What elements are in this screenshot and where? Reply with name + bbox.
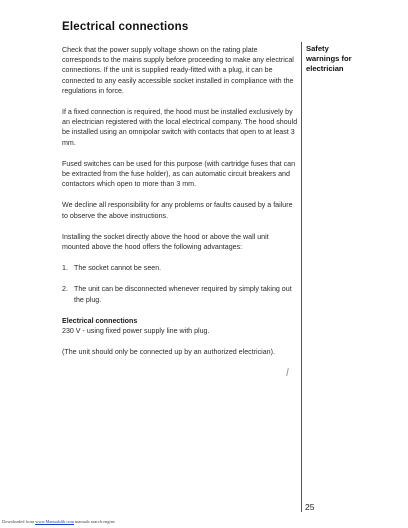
list-item-text: The socket cannot be seen. bbox=[74, 264, 162, 273]
sidebar-line: Safety bbox=[306, 44, 329, 53]
footer-prefix: Downloaded from bbox=[2, 519, 36, 524]
sidebar-line: electrician bbox=[306, 64, 344, 73]
footer-suffix: manuals search engine bbox=[73, 519, 115, 524]
paragraph-responsibility: We decline all responsibility for any problems or faults caused by a failure to observe the above instructions. bbox=[62, 201, 293, 220]
list-item bbox=[62, 284, 298, 304]
sidebar-safety-warnings bbox=[306, 44, 386, 74]
main-text-column bbox=[62, 45, 298, 368]
column-divider bbox=[301, 42, 302, 512]
list-item-number: 1. bbox=[62, 264, 68, 273]
connections-text: 230 V - using fixed power supply line with plug. bbox=[62, 327, 210, 336]
connections-subheading: Electrical connections bbox=[62, 316, 138, 325]
list-item-number: 2. bbox=[62, 285, 68, 294]
page-number: 25 bbox=[305, 502, 315, 512]
list-item bbox=[62, 263, 298, 273]
page-heading: Electrical connections bbox=[62, 21, 189, 33]
sidebar-line: warnings for bbox=[306, 54, 352, 63]
connections-section bbox=[62, 316, 298, 336]
paragraph-fixed-connection: If a fixed connection is required, the hood must be installed exclusively by an electrician registered with the local electrical company. The hood should be installed using an omnipolar switch with contacts that open to at least 3 mm. bbox=[62, 108, 298, 147]
paragraph-voltage-check: Check that the power supply voltage shown on the rating plate corresponds to the mains supply before proceeding to make any electrical connections. If the unit is supplied ready-fitted with a plug, it can be connected to any easily accessible socket installed in compliance with the regulations in force. bbox=[62, 46, 294, 95]
footer-link[interactable]: www.Manualslib.com bbox=[35, 519, 74, 524]
list-item-text: The unit can be disconnected whenever required by simply taking out the plug. bbox=[74, 285, 292, 304]
stray-mark bbox=[286, 368, 289, 376]
authorized-note: (The unit should only be connected up by an authorized electrician). bbox=[62, 348, 275, 357]
paragraph-fused-switches: Fused switches can be used for this purpose (with cartridge fuses that can be extracted from the fuse holder), as can automatic circuit breakers and contactors which open to more than 3 mm. bbox=[62, 159, 296, 189]
paragraph-socket-advantages: Installing the socket directly above the hood or above the wall unit mounted above the hood offers the following advantages: bbox=[62, 232, 269, 252]
download-footer bbox=[2, 519, 115, 524]
